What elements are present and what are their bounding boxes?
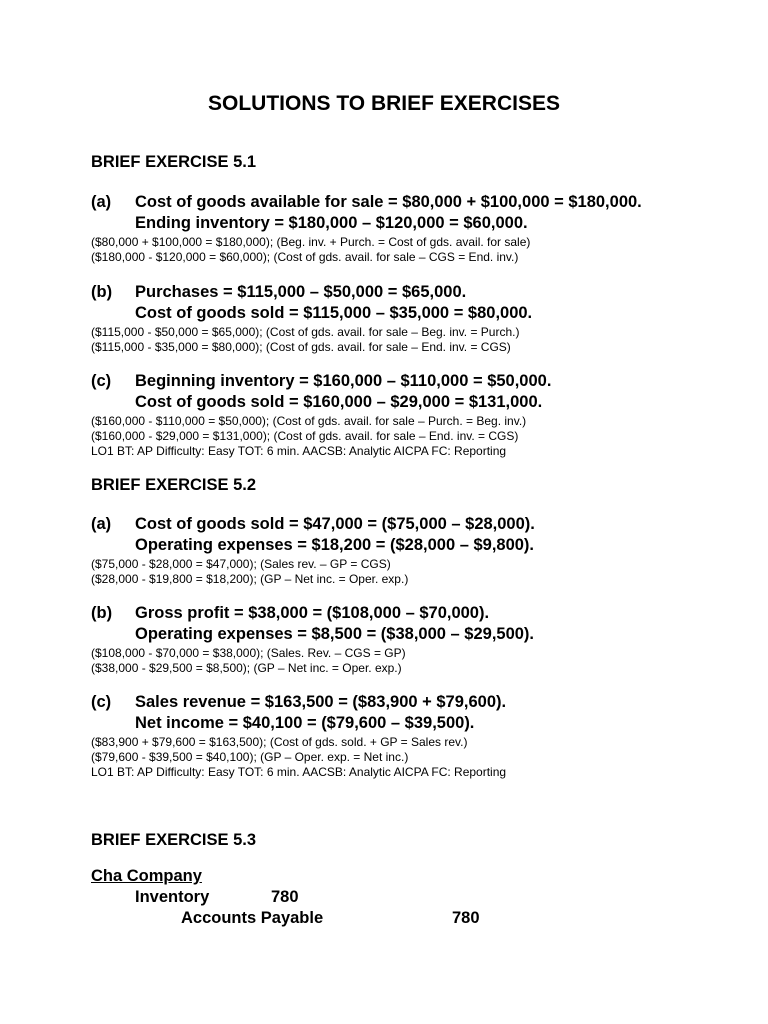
classification-note: LO1 BT: AP Difficulty: Easy TOT: 6 min. AACSB: Analytic AICPA FC: Reporting (91, 765, 507, 779)
calculation-note: ($83,900 + $79,600 = $163,500); (Cost of gds. sold. + GP = Sales rev.) (91, 735, 468, 749)
part-letter: (b) (91, 283, 113, 301)
company-name: Cha Company (91, 867, 202, 885)
solution-line: Ending inventory = $180,000 – $120,000 = $60,000. (135, 214, 528, 232)
calculation-note: ($80,000 + $100,000 = $180,000); (Beg. inv. + Purch. = Cost of gds. avail. for sale) (91, 235, 531, 249)
calculation-note: ($180,000 - $120,000 = $60,000); (Cost of gds. avail. for sale – CGS = End. inv.) (91, 250, 519, 264)
part-letter: (b) (91, 604, 113, 622)
calculation-note: ($108,000 - $70,000 = $38,000); (Sales. Rev. – CGS = GP) (91, 646, 406, 660)
calculation-note: ($38,000 - $29,500 = $8,500); (GP – Net inc. = Oper. exp.) (91, 661, 402, 675)
page-title: SOLUTIONS TO BRIEF EXERCISES (208, 92, 560, 115)
solution-line: Beginning inventory = $160,000 – $110,000 = $50,000. (135, 372, 552, 390)
part-letter: (a) (91, 193, 112, 211)
exercise-5-2-part-b (91, 603, 751, 676)
solution-line: Cost of goods sold = $160,000 – $29,000 = $131,000. (135, 393, 543, 411)
credit-account: Accounts Payable (181, 909, 324, 927)
exercise-heading-5-3: BRIEF EXERCISE 5.3 (91, 831, 257, 849)
exercise-5-2-part-c (91, 692, 751, 780)
solution-line: Sales revenue = $163,500 = ($83,900 + $79,600). (135, 693, 507, 711)
credit-amount: 780 (452, 909, 480, 927)
exercise-5-2-part-a (91, 514, 751, 587)
calculation-note: ($79,600 - $39,500 = $40,100); (GP – Oper. exp. = Net inc.) (91, 750, 409, 764)
calculation-note: ($28,000 - $19,800 = $18,200); (GP – Net inc. = Oper. exp.) (91, 572, 409, 586)
exercise-5-1-part-a (91, 192, 751, 265)
debit-account: Inventory (135, 888, 210, 906)
solution-line: Cost of goods available for sale = $80,000 + $100,000 = $180,000. (135, 193, 642, 211)
exercise-5-1-part-b (91, 282, 751, 355)
solution-line: Cost of goods sold = $47,000 = ($75,000 – $28,000). (135, 515, 535, 533)
part-letter: (c) (91, 372, 112, 390)
calculation-note: ($115,000 - $35,000 = $80,000); (Cost of gds. avail. for sale – End. inv. = CGS) (91, 340, 511, 354)
exercise-heading-5-2: BRIEF EXERCISE 5.2 (91, 476, 257, 494)
solution-line: Purchases = $115,000 – $50,000 = $65,000. (135, 283, 467, 301)
calculation-note: ($160,000 - $110,000 = $50,000); (Cost of gds. avail. for sale – Purch. = Beg. inv.) (91, 414, 527, 428)
part-letter: (a) (91, 515, 112, 533)
solution-line: Operating expenses = $8,500 = ($38,000 – $29,500). (135, 625, 535, 643)
debit-amount: 780 (271, 888, 299, 906)
calculation-note: ($75,000 - $28,000 = $47,000); (Sales rev. – GP = CGS) (91, 557, 391, 571)
solution-line: Gross profit = $38,000 = ($108,000 – $70,000). (135, 604, 490, 622)
solution-line: Operating expenses = $18,200 = ($28,000 – $9,800). (135, 536, 535, 554)
exercise-heading-5-1: BRIEF EXERCISE 5.1 (91, 153, 257, 171)
calculation-note: ($115,000 - $50,000 = $65,000); (Cost of gds. avail. for sale – Beg. inv. = Purch.) (91, 325, 520, 339)
solution-line: Net income = $40,100 = ($79,600 – $39,500). (135, 714, 475, 732)
exercise-5-1-part-c (91, 371, 751, 459)
part-letter: (c) (91, 693, 112, 711)
classification-note: LO1 BT: AP Difficulty: Easy TOT: 6 min. AACSB: Analytic AICPA FC: Reporting (91, 444, 507, 458)
calculation-note: ($160,000 - $29,000 = $131,000); (Cost of gds. avail. for sale – End. inv. = CGS) (91, 429, 519, 443)
solution-line: Cost of goods sold = $115,000 – $35,000 = $80,000. (135, 304, 533, 322)
